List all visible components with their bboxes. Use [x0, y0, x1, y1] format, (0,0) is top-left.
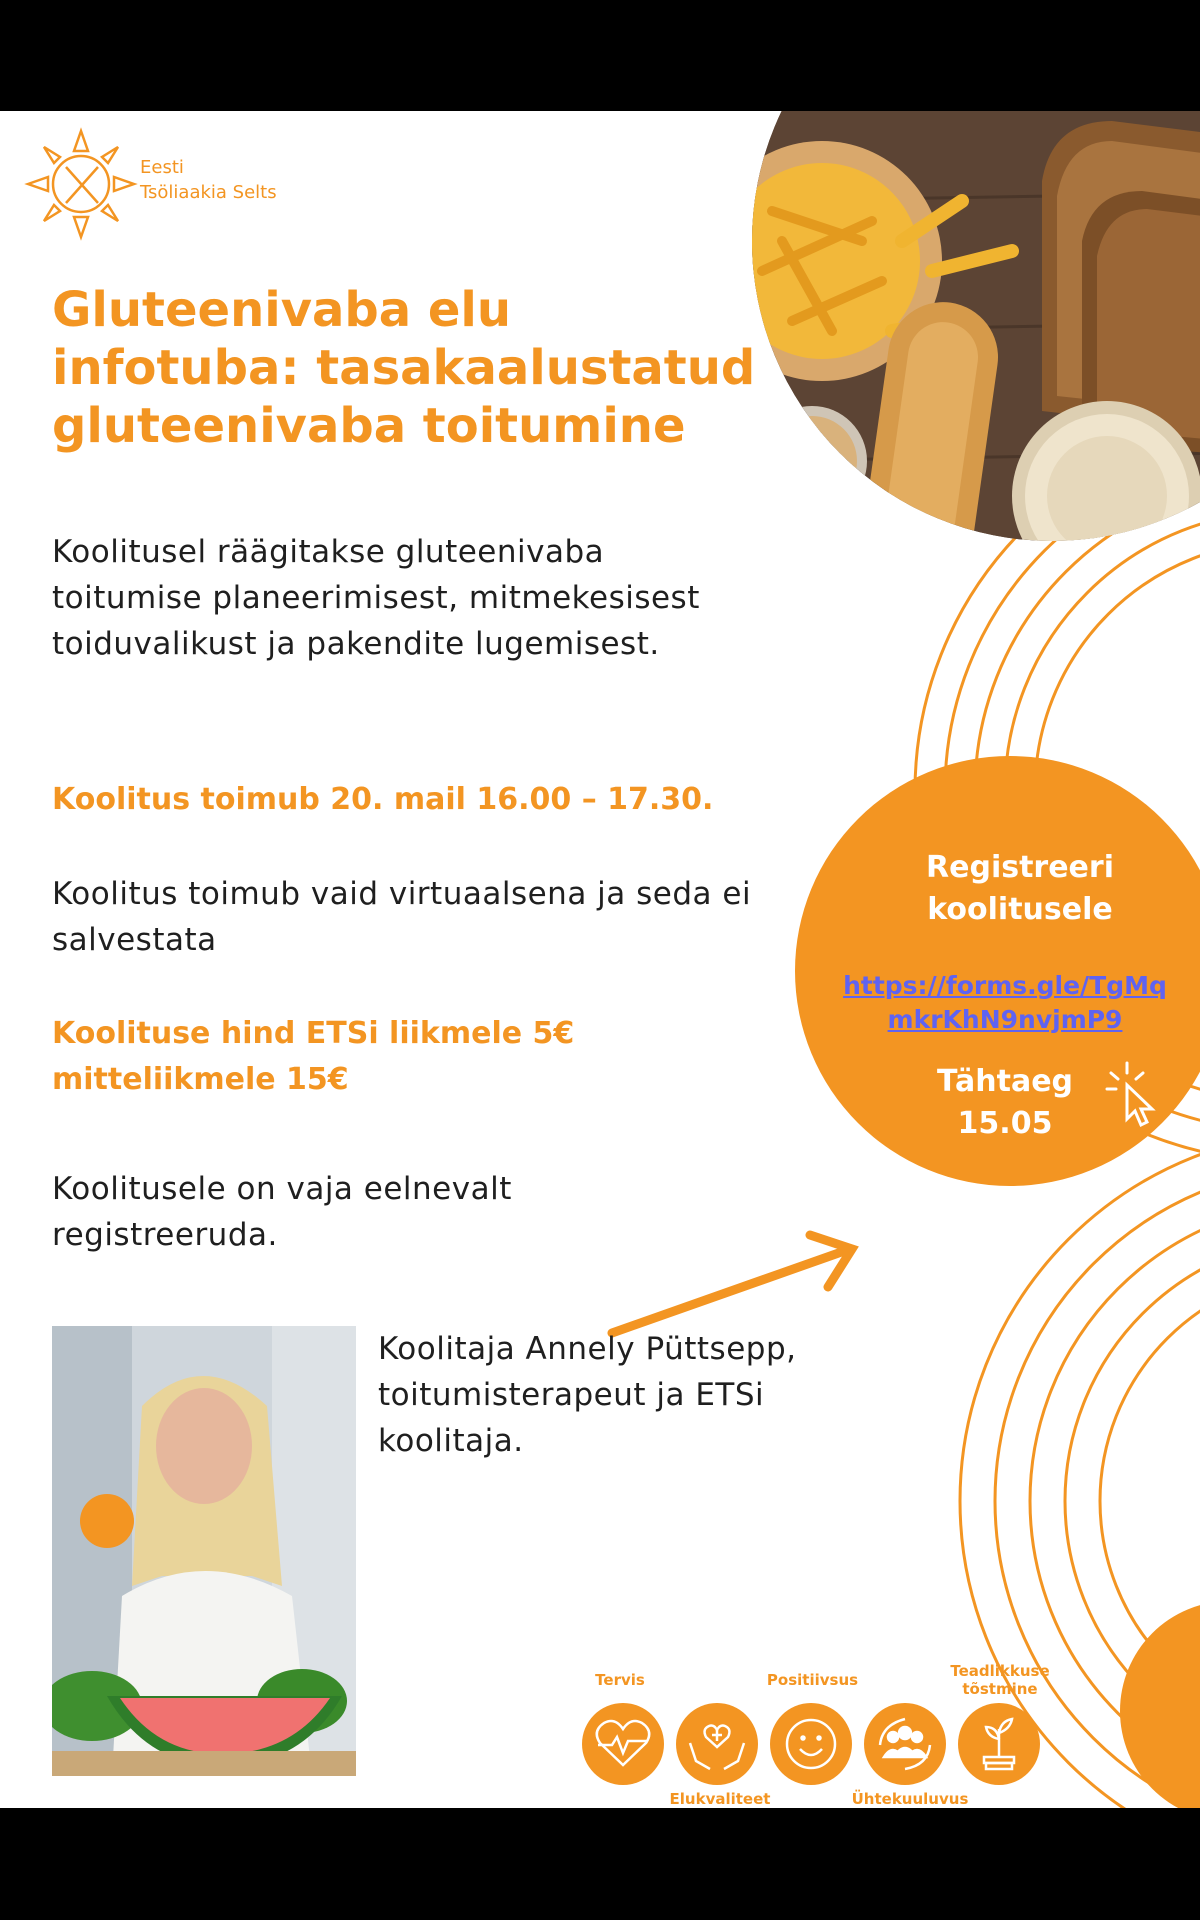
value-label-teadlikkus: Teadlikkuse tõstmine — [950, 1662, 1050, 1698]
logo-text — [140, 155, 277, 205]
registration-title-line-1: Registreeri — [926, 850, 1114, 885]
registration-link-line-1[interactable]: https://forms.gle/TgMq — [843, 971, 1167, 1000]
sun-logo-icon — [22, 125, 140, 243]
price-block — [52, 1011, 672, 1103]
registration-link[interactable] — [820, 969, 1190, 1037]
registration-link-line-2[interactable]: mkrKhN9nvjmP9 — [887, 1005, 1123, 1034]
poster — [0, 111, 1200, 1808]
trainer-photo — [52, 1326, 356, 1776]
group-icon — [864, 1703, 946, 1785]
format-note: Koolitus toimub vaid virtuaalsena ja seda ei salvestata — [52, 876, 752, 958]
value-label-tervis: Tervis — [595, 1671, 645, 1689]
page-title: Gluteenivaba elu infotuba: tasakaalustatud gluteenivaba toitumine — [52, 282, 756, 454]
register-note: Koolitusele on vaja eelnevalt registreeruda. — [52, 1171, 512, 1253]
registration-title — [850, 847, 1190, 931]
trainer-info: Koolitaja Annely Püttsepp, toitumisterapeut ja ETSi koolitaja. — [378, 1331, 797, 1459]
value-label-elukvaliteet: Elukvaliteet — [669, 1790, 771, 1808]
deadline — [910, 1061, 1100, 1145]
deadline-date: 15.05 — [957, 1106, 1053, 1141]
deadline-label: Tähtaeg — [936, 1064, 1074, 1099]
heart-hands-icon — [676, 1703, 758, 1785]
heart-pulse-icon — [582, 1703, 664, 1785]
logo-line-1: Eesti — [140, 157, 184, 178]
smiley-icon — [770, 1703, 852, 1785]
value-label-uhtekuuluvus: Ühtekuuluvus — [851, 1790, 969, 1808]
click-cursor-icon — [1105, 1059, 1165, 1129]
value-label-positiivsus: Positiivsus — [766, 1671, 859, 1689]
price-members: Koolituse hind ETSi liikmele 5€ — [52, 1016, 575, 1051]
price-non-members: mitteliikmele 15€ — [52, 1062, 349, 1097]
event-time: Koolitus toimub 20. mail 16.00 – 17.30. — [52, 782, 714, 817]
intro-text: Koolitusel räägitakse gluteenivaba toitumise planeerimisest, mitmekesisest toiduvalikust ja pakendite lugemisest. — [52, 534, 700, 662]
plant-books-icon — [958, 1703, 1040, 1785]
registration-title-line-2: koolitusele — [927, 892, 1113, 927]
logo-line-2: Tsöliaakia Selts — [140, 182, 277, 203]
